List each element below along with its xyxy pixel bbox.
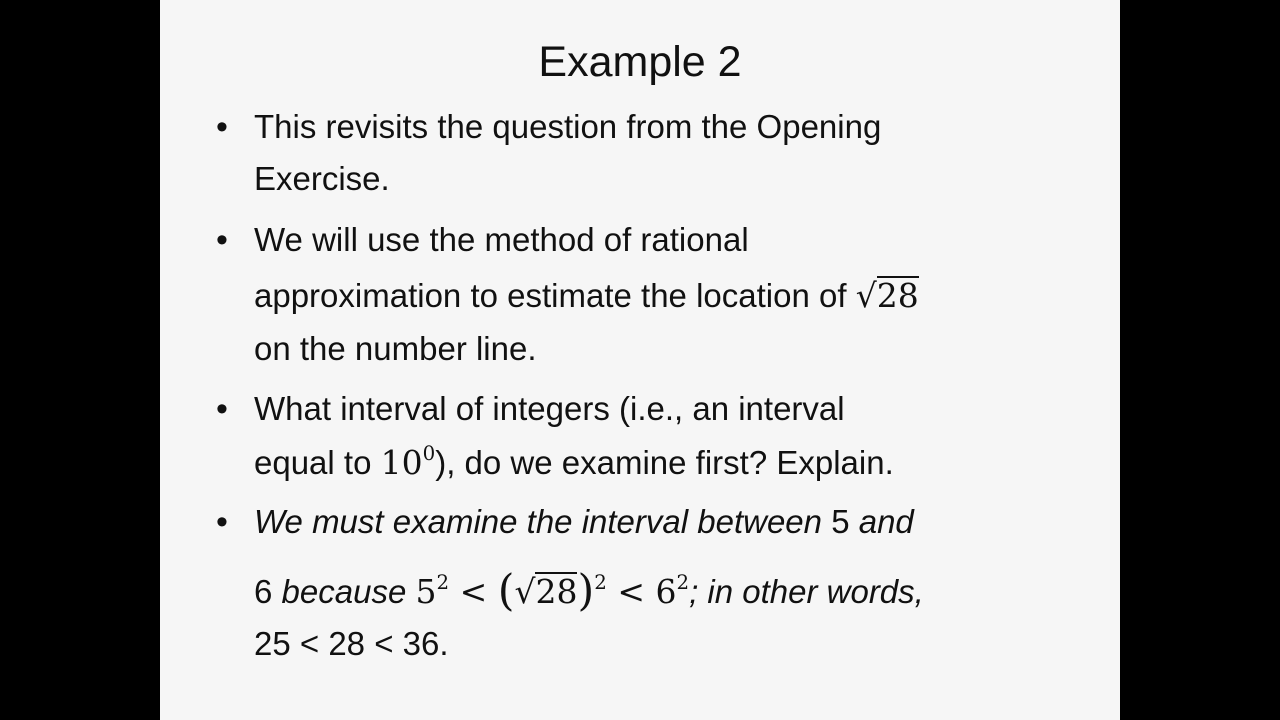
bullet-4-line-1-text: We must examine the interval between [254, 503, 823, 540]
bullet-marker: • [216, 108, 228, 146]
bullet-4-line-2 [254, 566, 924, 616]
bullet-marker: • [216, 390, 228, 428]
power-base: 10 [380, 443, 423, 482]
bullet-4-and: and [858, 503, 914, 540]
bullet-3-line-1: What interval of integers (i.e., an interval [254, 390, 845, 427]
right-paren: ) [577, 566, 595, 616]
sqrt-expression [856, 276, 919, 315]
bullet-2-line-3: on the number line. [254, 330, 537, 367]
bullet-4-because: because [281, 572, 407, 610]
ineq-b-exp: 2 [676, 571, 690, 594]
power-exponent: 0 [422, 442, 436, 466]
bullet-4-number-5: 5 [831, 503, 850, 540]
bullet-2-line-1: We will use the method of rational [254, 221, 749, 258]
bullet-3-line-2-rest: ), do we examine first? Explain. [435, 444, 894, 481]
ineq-lt-1: < [459, 571, 488, 611]
sqrt-sign: √ [514, 571, 536, 611]
ineq-a-exp: 2 [436, 571, 450, 594]
ineq-a: 5 [415, 571, 437, 611]
slide [160, 0, 1120, 720]
bullet-2-line-2 [254, 276, 919, 315]
bullet-2-line-2-text: approximation to estimate the location of [254, 277, 847, 314]
bullet-1-line-1: This revisits the question from the Opening [254, 108, 882, 145]
bullet-marker: • [216, 503, 228, 541]
bullet-4-in-other-words: ; in other words, [689, 572, 924, 610]
slide-title: Example 2 [538, 38, 742, 86]
sqrt-expression [514, 572, 577, 611]
paren-exp: 2 [594, 571, 607, 594]
bullet-3-line-2 [254, 443, 894, 482]
sqrt-radicand: 28 [876, 276, 919, 315]
bullet-1-line-2: Exercise. [254, 160, 390, 197]
bullet-4-line-1 [254, 503, 914, 541]
bullet-4-number-6: 6 [254, 572, 273, 610]
left-paren: ( [497, 566, 515, 616]
bullet-4-line-3: 25 < 28 < 36. [254, 625, 449, 662]
sqrt-sign: √ [855, 276, 877, 315]
bullet-3-line-2-text: equal to [254, 444, 372, 481]
ineq-b: 6 [655, 571, 677, 611]
inequality-expression [415, 566, 690, 616]
ineq-lt-2: < [617, 571, 645, 611]
bullet-marker: • [216, 221, 228, 259]
sqrt-radicand: 28 [535, 571, 578, 611]
